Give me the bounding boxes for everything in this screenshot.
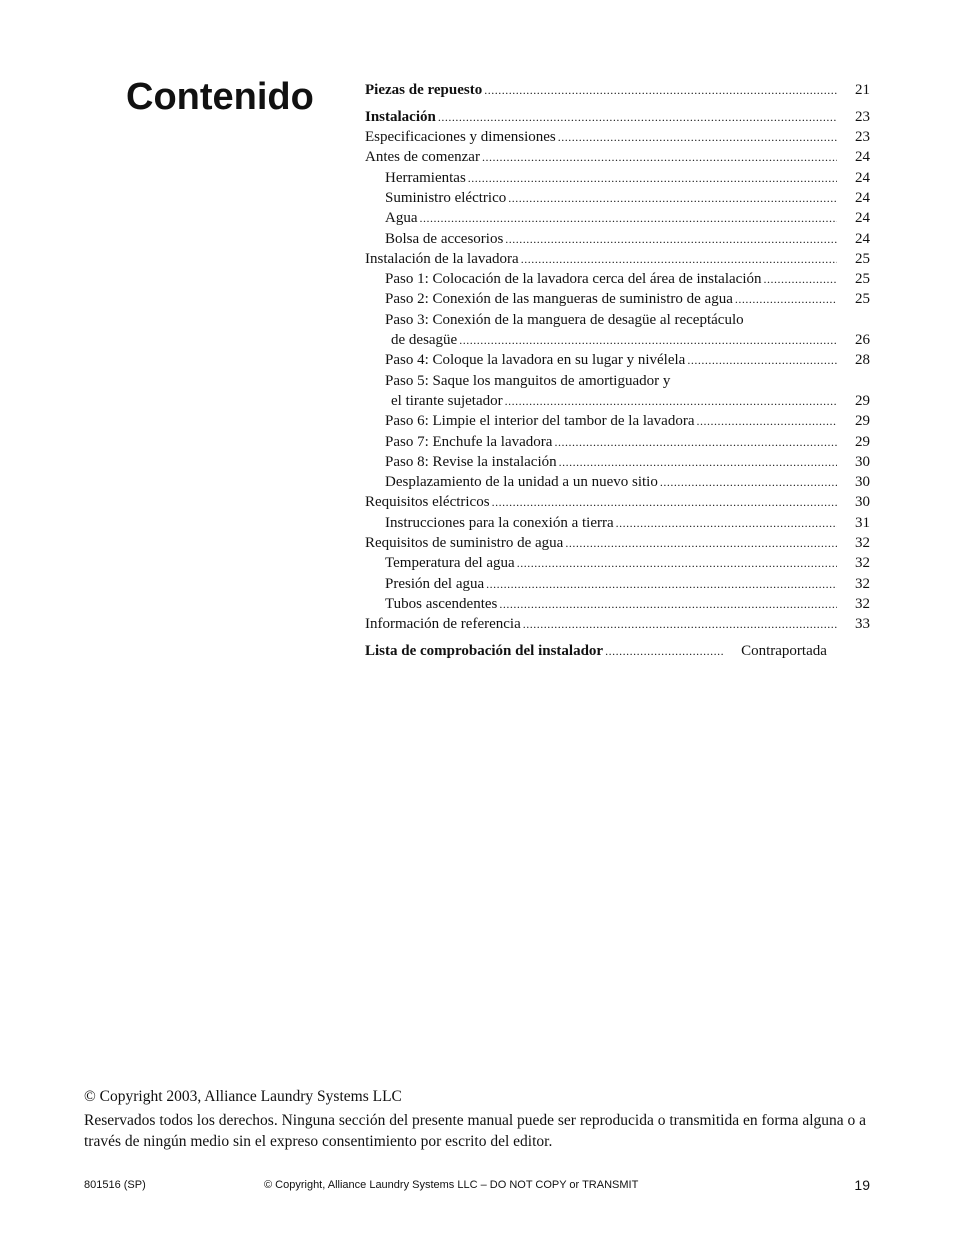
- dot-leader: [697, 411, 838, 431]
- page-footer: [84, 1177, 870, 1197]
- toc-entry[interactable]: [365, 574, 870, 594]
- toc-entry-label: Paso 4: Coloque la lavadora en su lugar y nivélela: [385, 352, 686, 369]
- dot-leader: [484, 80, 837, 100]
- toc-entry[interactable]: [365, 310, 870, 330]
- toc-entry-page: 30: [855, 474, 870, 491]
- dot-leader: [616, 513, 837, 533]
- toc-entry-label: Antes de comenzar: [365, 149, 480, 166]
- rights-statement: Reservados todos los derechos. Ninguna sección del presente manual puede ser reproducida o transmitida en forma alguna o a través de ningún medio sin el expreso consentimiento por escrito del editor.: [84, 1112, 867, 1150]
- toc-entry[interactable]: [365, 107, 870, 127]
- toc-entry-label: Paso 1: Colocación de la lavadora cerca del área de instalación: [385, 271, 762, 288]
- page-number: 19: [854, 1177, 870, 1193]
- toc-entry-page: 21: [855, 82, 870, 98]
- toc-entry-label: Presión del agua: [385, 575, 485, 592]
- toc-entry-label: Herramientas: [385, 169, 466, 186]
- toc-entry-page: 33: [855, 616, 870, 633]
- toc-entry-page: 28: [855, 352, 870, 369]
- dot-leader: [687, 350, 837, 370]
- toc-entry[interactable]: [365, 594, 870, 614]
- toc-entry-label: Paso 6: Limpie el interior del tambor de la lavadora: [385, 413, 695, 430]
- dot-leader: [605, 641, 723, 661]
- toc-entry-label: Instalación de la lavadora: [365, 250, 519, 267]
- dot-leader: [492, 492, 837, 512]
- dot-leader: [554, 432, 837, 452]
- page-title: Contenido: [126, 76, 314, 118]
- dot-leader: [523, 614, 837, 634]
- toc-entry-page: Contraportada: [741, 643, 827, 660]
- toc-entry[interactable]: [365, 614, 870, 634]
- toc-entry[interactable]: [365, 432, 870, 452]
- toc-entry[interactable]: [365, 269, 870, 289]
- toc-entry-label: Suministro eléctrico: [385, 189, 507, 206]
- toc-entry-page: 32: [855, 595, 870, 612]
- dot-leader: [420, 208, 838, 228]
- dot-leader: [508, 188, 837, 208]
- toc-entry-page: 30: [855, 453, 870, 470]
- toc-entry[interactable]: [365, 188, 870, 208]
- dot-leader: [558, 127, 837, 147]
- toc-entry[interactable]: [365, 553, 870, 573]
- toc-entry-page: 32: [855, 535, 870, 552]
- toc-entry-label: Requisitos eléctricos: [365, 494, 490, 511]
- dot-leader: [735, 289, 837, 309]
- toc-entry-page: 24: [855, 230, 870, 247]
- copyright-block: [84, 1086, 884, 1152]
- toc-entry[interactable]: [365, 208, 870, 228]
- toc-entry-label: Información de referencia: [365, 616, 521, 633]
- toc-entry[interactable]: [365, 492, 870, 512]
- dot-leader: [438, 107, 837, 127]
- toc-entry[interactable]: [365, 249, 870, 269]
- toc-entry-page: 32: [855, 575, 870, 592]
- toc-entry[interactable]: [365, 147, 870, 167]
- toc-entry-label: de desagüe: [391, 332, 458, 349]
- toc-entry-label: Tubos ascendentes: [385, 595, 498, 612]
- dot-leader: [499, 594, 837, 614]
- dot-leader: [482, 147, 837, 167]
- toc-entry-page: 25: [855, 250, 870, 267]
- toc-entry[interactable]: [365, 533, 870, 553]
- toc-entry[interactable]: [365, 289, 870, 309]
- toc-entry[interactable]: [365, 330, 870, 350]
- toc-entry[interactable]: [365, 371, 870, 391]
- dot-leader: [565, 533, 837, 553]
- dot-leader: [660, 472, 837, 492]
- toc-entry-label: Temperatura del agua: [385, 555, 515, 572]
- toc-entry[interactable]: [365, 229, 870, 249]
- toc-entry-label: Bolsa de accesorios: [385, 230, 504, 247]
- footer-notice: © Copyright, Alliance Laundry Systems LLC – DO NOT COPY or TRANSMIT: [264, 1179, 639, 1191]
- toc-entry-label: Piezas de repuesto: [365, 82, 483, 98]
- toc-entry-page: 23: [855, 108, 870, 125]
- copyright-line: © Copyright 2003, Alliance Laundry Systems LLC: [84, 1088, 402, 1105]
- dot-leader: [505, 229, 837, 249]
- dot-leader: [559, 452, 837, 472]
- toc-entry[interactable]: [365, 168, 870, 188]
- toc-entry-label: Paso 3: Conexión de la manguera de desagüe al receptáculo: [385, 311, 744, 328]
- dot-leader: [486, 574, 837, 594]
- dot-leader: [505, 391, 837, 411]
- toc-entry-page: 24: [855, 169, 870, 186]
- toc-entry-label: el tirante sujetador: [391, 392, 503, 409]
- toc-entry-label: Lista de comprobación del instalador: [365, 643, 604, 660]
- toc-entry-label: Paso 8: Revise la instalación: [385, 453, 557, 470]
- toc-entry-label: Especificaciones y dimensiones: [365, 129, 556, 146]
- toc-entry-page: 29: [855, 433, 870, 450]
- toc-entry-page: 25: [855, 271, 870, 288]
- toc-entry-page: 24: [855, 189, 870, 206]
- dot-leader: [517, 553, 837, 573]
- toc-entry-label: Paso 5: Saque los manguitos de amortiguador y: [385, 372, 671, 389]
- toc-entry-label: Agua: [385, 210, 418, 227]
- dot-leader: [468, 168, 837, 188]
- toc-entry-page: 25: [855, 291, 870, 308]
- dot-leader: [764, 269, 838, 289]
- toc-entry-page: 29: [855, 392, 870, 409]
- toc-entry-label: Instrucciones para la conexión a tierra: [385, 514, 614, 531]
- toc-entry-page: 24: [855, 149, 870, 166]
- toc-entry-label: Desplazamiento de la unidad a un nuevo sitio: [385, 474, 658, 491]
- toc-entry-label: Paso 7: Enchufe la lavadora: [385, 433, 553, 450]
- toc-entry-page: 23: [855, 129, 870, 146]
- toc-entry[interactable]: [365, 80, 870, 100]
- toc-entry[interactable]: [365, 472, 870, 492]
- toc-entry-page: 32: [855, 555, 870, 572]
- dot-leader: [459, 330, 837, 350]
- toc-entry[interactable]: [365, 391, 870, 411]
- toc-entry-label: Requisitos de suministro de agua: [365, 535, 564, 552]
- toc-entry-page: 30: [855, 494, 870, 511]
- toc-entry-page: 31: [855, 514, 870, 531]
- toc-entry[interactable]: [365, 411, 870, 431]
- toc-entry[interactable]: [365, 452, 870, 472]
- toc-entry-page: 24: [855, 210, 870, 227]
- toc-entry-label: Paso 2: Conexión de las mangueras de suministro de agua: [385, 291, 733, 308]
- table-of-contents: [365, 80, 870, 661]
- toc-entry[interactable]: [365, 350, 870, 370]
- document-number: 801516 (SP): [84, 1179, 146, 1191]
- toc-entry-page: 26: [855, 332, 870, 349]
- toc-entry-page: 29: [855, 413, 870, 430]
- toc-entry[interactable]: [365, 641, 870, 661]
- toc-entry[interactable]: [365, 513, 870, 533]
- toc-entry-label: Instalación: [365, 108, 436, 125]
- toc-entry[interactable]: [365, 127, 870, 147]
- dot-leader: [521, 249, 837, 269]
